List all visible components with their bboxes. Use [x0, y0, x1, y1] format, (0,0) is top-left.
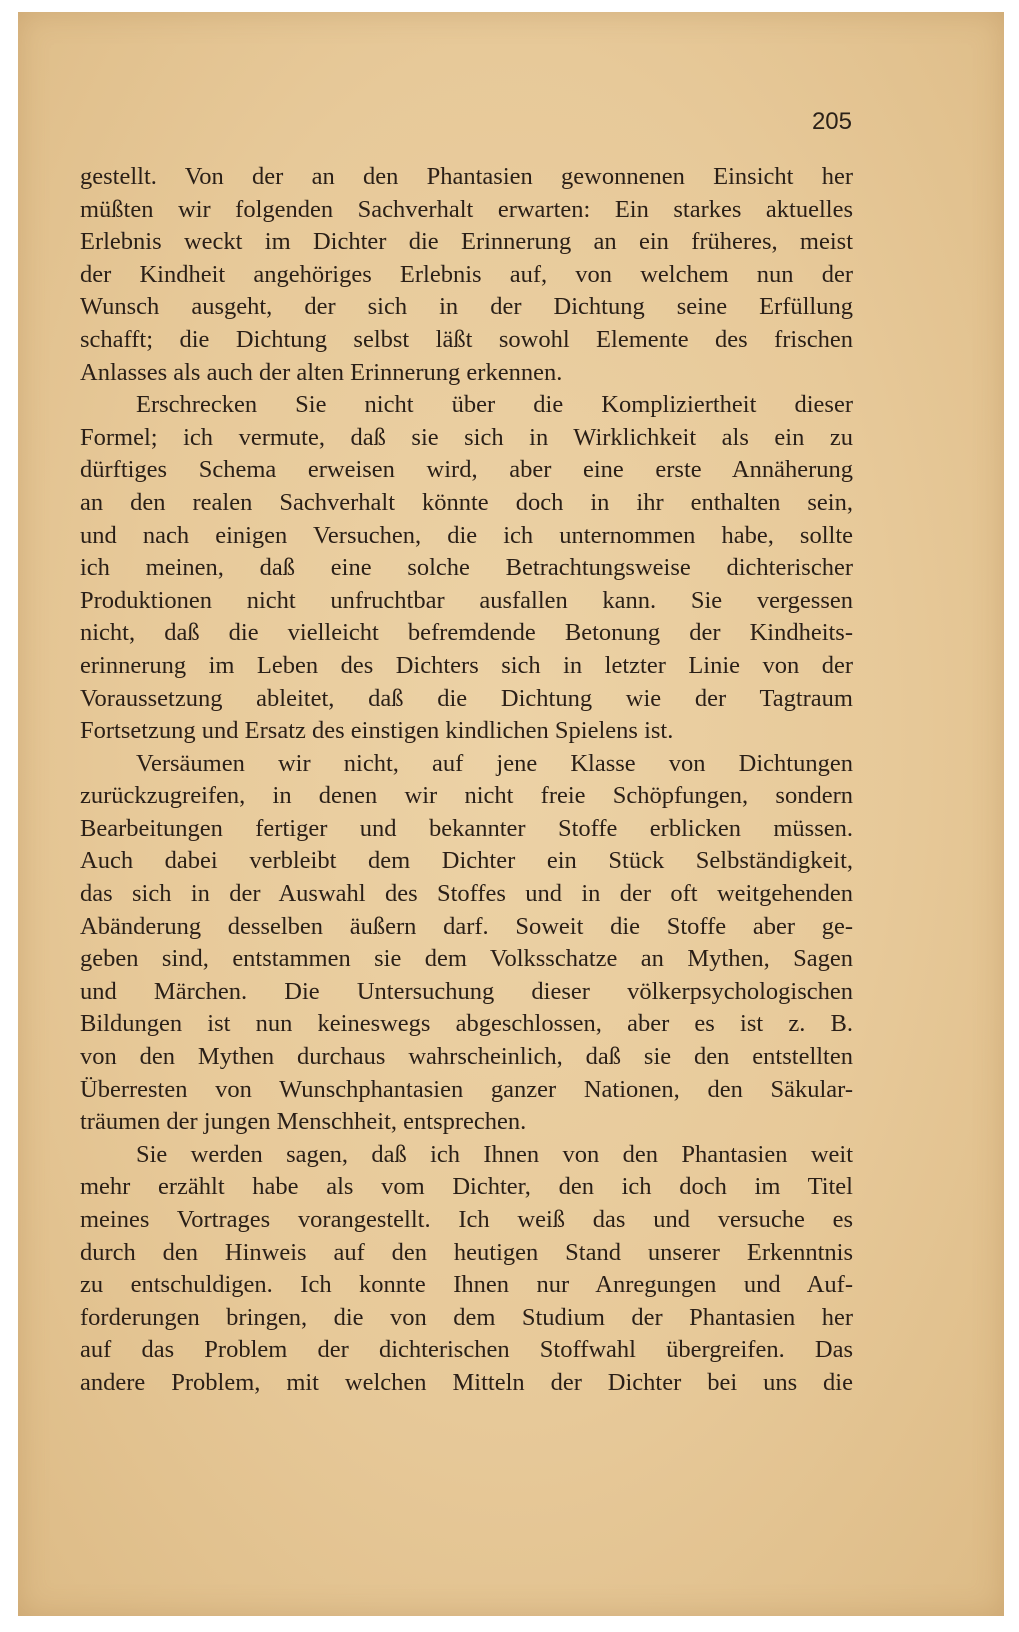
text-line: auf das Problem der dichterischen Stoffwahl übergreifen. Das [80, 1336, 853, 1364]
text-line: das sich in der Auswahl des Stoffes und in der oft weitgehenden [80, 880, 853, 908]
text-line: Fortsetzung und Ersatz des einstigen kindlichen Spielens ist. [80, 717, 674, 745]
text-line: der Kindheit angehöriges Erlebnis auf, von welchem nun der [80, 260, 853, 288]
text-line: schafft; die Dichtung selbst läßt sowohl Elemente des frischen [80, 325, 853, 353]
body-text [80, 161, 853, 1400]
text-line: Bildungen ist nun keineswegs abgeschlossen, aber es ist z. B. [80, 1010, 853, 1038]
text-line: dürftiges Schema erweisen wird, aber eine erste Annäherung [80, 456, 853, 484]
text-line: Erlebnis weckt im Dichter die Erinnerung an ein früheres, meist [80, 228, 853, 256]
text-line: an den realen Sachverhalt könnte doch in ihr enthalten sein, [80, 488, 853, 516]
book-page [18, 12, 1004, 1616]
text-line: Bearbeitungen fertiger und bekannter Stoffe erblicken müssen. [80, 814, 853, 842]
text-line: Auch dabei verbleibt dem Dichter ein Stück Selbständigkeit, [80, 847, 853, 875]
text-line: Versäumen wir nicht, auf jene Klasse von Dichtungen [136, 749, 853, 777]
text-line: ich meinen, daß eine solche Betrachtungsweise dichterischer [80, 554, 853, 582]
text-line: mehr erzählt habe als vom Dichter, den ich doch im Titel [80, 1173, 853, 1201]
text-line: gestellt. Von der an den Phantasien gewonnenen Einsicht her [80, 163, 853, 190]
text-line: meines Vortrages vorangestellt. Ich weiß das und versuche es [80, 1206, 853, 1233]
text-line: von den Mythen durchaus wahrscheinlich, daß sie den entstellten [80, 1043, 853, 1071]
text-line: geben sind, entstammen sie dem Volksschatze an Mythen, Sagen [80, 945, 853, 973]
text-line: durch den Hinweis auf den heutigen Stand unserer Erkenntnis [80, 1238, 853, 1266]
text-line: Überresten von Wunschphantasien ganzer Nationen, den Säkular- [80, 1075, 853, 1103]
text-line: forderungen bringen, die von dem Studium der Phantasien her [80, 1303, 853, 1331]
text-line: Erschrecken Sie nicht über die Kompliziertheit dieser [136, 391, 853, 419]
text-line: zu entschuldigen. Ich konnte Ihnen nur Anregungen und Auf- [80, 1271, 853, 1299]
text-line: Formel; ich vermute, daß sie sich in Wirklichkeit als ein zu [80, 423, 853, 451]
text-line: Abänderung desselben äußern darf. Soweit die Stoffe aber ge- [80, 912, 853, 940]
text-line: andere Problem, mit welchen Mitteln der Dichter bei uns die [80, 1368, 853, 1396]
text-line: Anlasses als auch der alten Erinnerung erkennen. [80, 358, 563, 386]
text-line: träumen der jungen Menschheit, entsprechen. [80, 1108, 527, 1136]
text-line: Voraussetzung ableitet, daß die Dichtung wie der Tagtraum [80, 684, 853, 712]
page-number: 205 [811, 108, 852, 135]
text-line: Produktionen nicht unfruchtbar ausfallen kann. Sie vergessen [80, 586, 853, 614]
text-line: zurückzugreifen, in denen wir nicht freie Schöpfungen, sondern [80, 782, 853, 810]
text-line: Sie werden sagen, daß ich Ihnen von den Phantasien weit [136, 1140, 853, 1168]
text-line: nicht, daß die vielleicht befremdende Betonung der Kindheits- [80, 619, 853, 647]
text-line: erinnerung im Leben des Dichters sich in letzter Linie von der [80, 651, 853, 679]
text-line: und nach einigen Versuchen, die ich unternommen habe, sollte [80, 521, 853, 549]
text-line: Wunsch ausgeht, der sich in der Dichtung seine Erfüllung [80, 293, 853, 321]
text-line: müßten wir folgenden Sachverhalt erwarten: Ein starkes aktuelles [80, 195, 853, 223]
text-line: und Märchen. Die Untersuchung dieser völkerpsychologischen [80, 977, 853, 1005]
